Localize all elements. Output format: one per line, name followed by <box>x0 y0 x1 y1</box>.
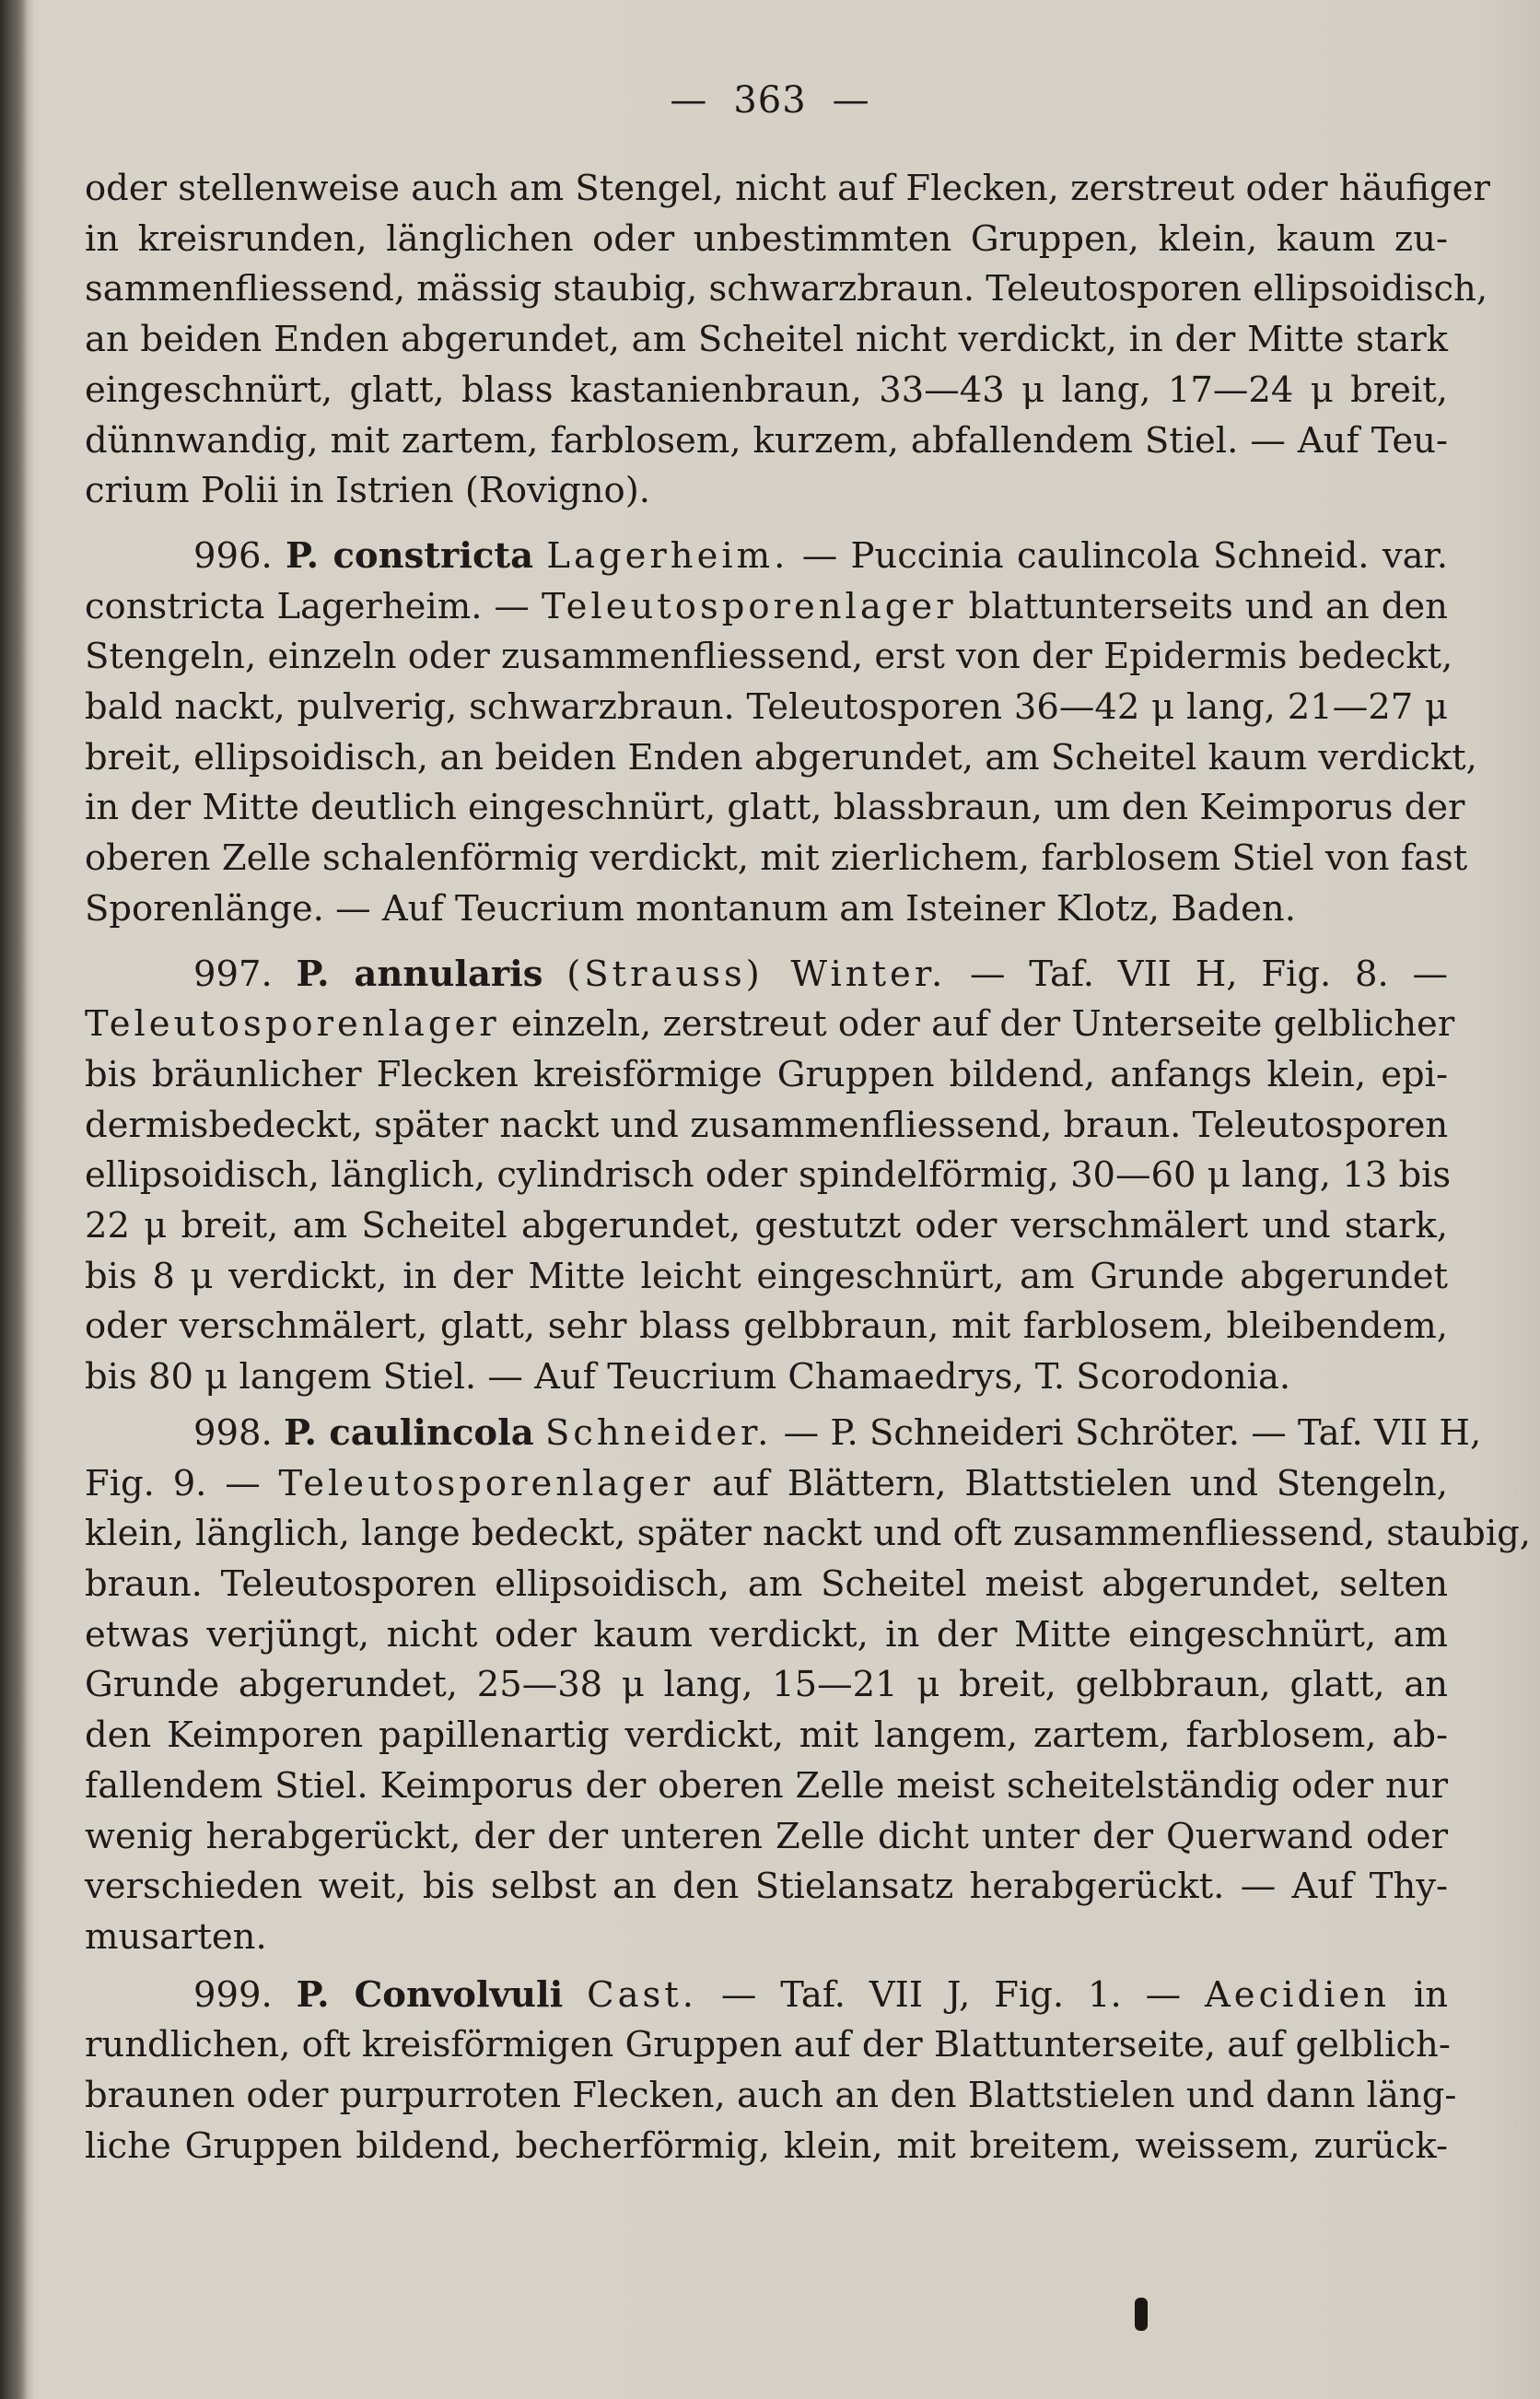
entry-heading-line <box>85 950 1448 1001</box>
entry-996 <box>85 532 1477 935</box>
entry-heading-rest: — P. Schneideri Schröter. — Taf. VII H, <box>783 1411 1482 1454</box>
entry-number: 996. <box>193 534 273 577</box>
text-line: bis 8 μ verdickt, in der Mitte leicht eingeschnürt, am Grunde abgerundet <box>85 1255 1448 1297</box>
text-line: breit, ellipsoidisch, an beiden Enden abgerundet, am Scheitel kaum verdickt, <box>85 736 1477 778</box>
text-line: rundlichen, oft kreisförmigen Gruppen auf der Blattunterseite, auf gelblich- <box>85 2024 1451 2066</box>
text-line: an beiden Enden abgerundet, am Scheitel nicht verdickt, in der Mitte stark <box>85 319 1448 361</box>
text-line: klein, länglich, lange bedeckt, später nackt und oft zusammenfliessend, staubig, <box>85 1513 1532 1555</box>
entry-number: 998. <box>193 1411 273 1454</box>
entry-heading-line <box>85 532 1448 582</box>
text-line: oberen Zelle schalenförmig verdickt, mit zierlichem, farblosem Stiel von fast <box>85 837 1468 880</box>
entry-heading-line <box>85 1971 1448 2021</box>
text-line: braunen oder purpurroten Flecken, auch an den Blattstielen und dann läng- <box>85 2075 1457 2117</box>
text-line <box>85 1459 1448 1510</box>
entry-999 <box>85 1971 1457 2172</box>
spaced-term: Teleutosporenlager <box>278 1462 694 1504</box>
text-span: blattunterseits und an den <box>968 585 1448 627</box>
text-line: liche Gruppen bildend, becherförmig, klein, mit breitem, weissem, zurück- <box>85 2124 1448 2167</box>
text-line: ellipsoidisch, länglich, cylindrisch oder spindelförmig, 30—60 μ lang, 13 bis <box>85 1154 1452 1197</box>
text-line: 22 μ breit, am Scheitel abgerundet, gestutzt oder verschmälert und stark, <box>85 1205 1448 1247</box>
species-name: P. annularis <box>296 953 543 995</box>
text-line <box>85 582 1448 633</box>
page-body <box>85 164 1532 2171</box>
text-line: sammenfliessend, mässig staubig, schwarzbraun. Teleutosporen ellipsoidisch, <box>85 268 1488 310</box>
species-author: Lagerheim. <box>546 534 789 577</box>
spaced-term: Teleutosporenlager <box>541 585 957 627</box>
text-span: auf Blättern, Blattstielen und Stengeln, <box>711 1462 1448 1504</box>
page-number: 363 <box>733 79 807 122</box>
header-dash-right: — <box>832 79 870 122</box>
species-author: Cast. <box>587 1973 697 2016</box>
species-author: (Strauss) Winter. <box>566 953 947 995</box>
text-line <box>85 1000 1455 1050</box>
text-line: den Keimporen papillenartig verdickt, mit langem, zartem, farblosem, ab- <box>85 1714 1448 1757</box>
species-name: P. Convolvuli <box>296 1973 564 2016</box>
spaced-term: Aecidien <box>1204 1973 1390 2016</box>
text-line: crium Polii in Istrien (Rovigno). <box>85 470 650 512</box>
text-line: in kreisrunden, länglichen oder unbestimmten Gruppen, klein, kaum zu- <box>85 217 1448 260</box>
text-line: oder stellenweise auch am Stengel, nicht auf Flecken, zerstreut oder häufiger <box>85 168 1490 209</box>
text-line: etwas verjüngt, nicht oder kaum verdickt, in der Mitte eingeschnürt, am <box>85 1613 1448 1656</box>
entry-number: 999. <box>193 1973 273 2016</box>
text-line: oder verschmälert, glatt, sehr blass gelbbraun, mit farblosem, bleibendem, <box>85 1305 1448 1348</box>
text-line: bald nackt, pulverig, schwarzbraun. Teleutosporen 36—42 μ lang, 21—27 μ <box>85 686 1448 729</box>
species-name: P. caulincola <box>283 1411 534 1454</box>
entry-heading-rest: — Puccinia caulincola Schneid. var. <box>801 534 1448 577</box>
text-span: constricta Lagerheim. — <box>85 585 530 627</box>
entry-heading-rest: — Taf. VII H, Fig. 8. — <box>970 953 1448 995</box>
continuation-paragraph <box>85 164 1490 517</box>
text-line: bis bräunlicher Flecken kreisförmige Gruppen bildend, anfangs klein, epi- <box>85 1053 1448 1095</box>
text-line: eingeschnürt, glatt, blass kastanienbraun, 33—43 μ lang, 17—24 μ breit, <box>85 369 1448 411</box>
text-span: in <box>1413 1973 1448 2016</box>
entry-number: 997. <box>193 953 273 995</box>
entry-heading-line <box>85 1409 1482 1459</box>
text-line: dermisbedeckt, später nackt und zusammenfliessend, braun. Teleutosporen <box>85 1104 1449 1146</box>
spaced-term: Teleutosporenlager <box>85 1003 500 1046</box>
text-line: in der Mitte deutlich eingeschnürt, glatt, blassbraun, um den Keimporus der <box>85 787 1465 829</box>
text-line: Sporenlänge. — Auf Teucrium montanum am Isteiner Klotz, Baden. <box>85 887 1296 930</box>
text-line: Stengeln, einzeln oder zusammenfliessend, erst von der Epidermis bedeckt, <box>85 636 1453 678</box>
entry-997 <box>85 950 1455 1403</box>
text-line: dünnwandig, mit zartem, farblosem, kurzem, abfallendem Stiel. — Auf Teu- <box>85 419 1448 462</box>
text-line: Grunde abgerundet, 25—38 μ lang, 15—21 μ breit, gelbbraun, glatt, an <box>85 1664 1448 1706</box>
page-header <box>0 79 1540 122</box>
page-fold-shadow <box>0 0 28 2399</box>
species-author: Schneider. <box>544 1411 773 1454</box>
header-dash-left: — <box>670 79 708 122</box>
text-line: fallendem Stiel. Keimporus der oberen Zelle meist scheitelständig oder nur <box>85 1764 1448 1807</box>
text-line: verschieden weit, bis selbst an den Stielansatz herabgerückt. — Auf Thy- <box>85 1866 1448 1908</box>
text-line: musarten. <box>85 1915 267 1958</box>
ink-mark <box>1135 2298 1148 2331</box>
text-span: einzeln, zerstreut oder auf der Unterseite gelblicher <box>510 1003 1455 1046</box>
text-line: bis 80 μ langem Stiel. — Auf Teucrium Chamaedrys, T. Scorodonia. <box>85 1356 1291 1398</box>
entry-heading-rest: — Taf. VII J, Fig. 1. — <box>720 1973 1182 2016</box>
text-span: Fig. 9. — <box>85 1462 261 1504</box>
text-line: wenig herabgerückt, der der unteren Zelle dicht unter der Querwand oder <box>85 1815 1448 1857</box>
species-name: P. constricta <box>286 534 534 577</box>
text-line: braun. Teleutosporen ellipsoidisch, am Scheitel meist abgerundet, selten <box>85 1562 1448 1605</box>
entry-998 <box>85 1409 1532 1963</box>
